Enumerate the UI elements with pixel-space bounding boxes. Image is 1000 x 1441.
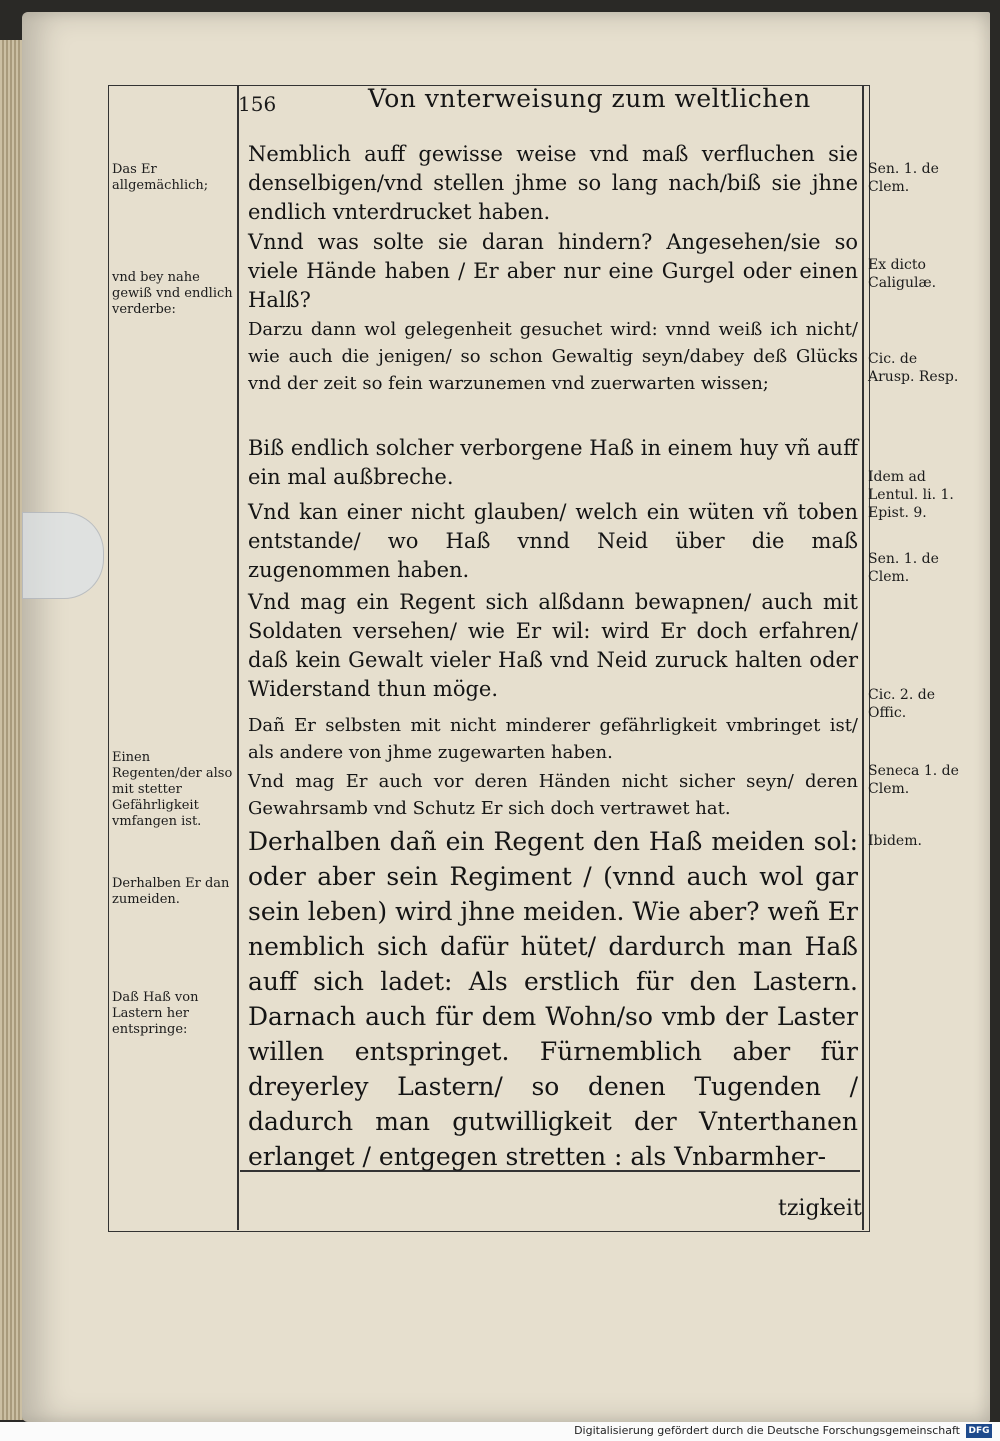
right-margin-rule [862,85,864,1230]
paragraph: Biß endlich solcher verborgene Haß in einem huy vñ auff ein mal außbreche. [248,436,858,489]
footer-bar [0,1422,1000,1441]
page-number: 156 [238,92,277,116]
left-margin-rule [237,85,239,1230]
left-margin-note: Derhalben Er dan zumeiden. [112,876,230,907]
right-margin-citation: Idem ad Lentul. li. 1. Epist. 9. [868,469,954,521]
main-text [248,140,858,1174]
right-margin-citation: Cic. 2. de Offic. [868,687,935,721]
paragraph: Vnnd was solte sie daran hindern? Angesehen/sie so viele Hände haben / Er aber nur eine Gurgel oder einen Halß? [248,230,858,312]
right-margin-citation: Seneca 1. de Clem. [868,763,959,797]
paragraph: Nemblich auff gewisse weise vnd maß verfluchen sie denselbigen/vnd stellen jhme so lang nach/biß sie jhne endlich vnterdrucket haben. [248,142,858,224]
running-head: Von vnterweisung zum weltlichen [368,84,811,113]
footer-credit: Digitalisierung gefördert durch die Deutsche Forschungsgemeinschaft [574,1424,960,1437]
right-margin-citation: Sen. 1. de Clem. [868,161,939,195]
dfg-logo-icon[interactable]: DFG [966,1424,992,1438]
paragraph: Vnd mag ein Regent sich alßdann bewapnen/ auch mit Soldaten versehen/ wie Er wil: wird Er doch erfahren/ daß kein Gewalt vieler Haß vnd Neid zuruck halten oder Widerstand thun möge. [248,590,858,701]
left-margin-note: Das Er allgemächlich; [112,162,209,193]
paragraph: Darzu dann wol gelegenheit gesuchet wird: vnnd weiß ich nicht/ wie auch die jenigen/ so schon Gewaltig seyn/dabey deß Glücks vnd der zeit so fein warzunemen vnd zuerwarten wissen; [248,319,858,394]
right-margin-citation: Cic. de Arusp. Resp. [868,351,959,385]
paragraph: Dañ Er selbsten mit nicht minderer gefährligkeit vmbringet ist/ als andere von jhme zugewarten haben. [248,715,858,763]
left-margin-note: Daß Haß von Lastern her entspringe: [112,990,199,1037]
right-margin-citation: Ibidem. [868,833,922,849]
plastic-page-clip [22,512,104,599]
right-margin-citation: Ex dicto Caligulæ. [868,257,937,291]
right-margin-citation: Sen. 1. de Clem. [868,551,939,585]
left-margin-note: vnd bey nahe gewiß vnd endlich verderbe: [112,270,233,317]
left-margin-note: Einen Regenten/der also mit stetter Gefährligkeit vmfangen ist. [112,750,233,829]
catchword: tzigkeit [778,1196,862,1221]
paragraph: Derhalben dañ ein Regent den Haß meiden sol: oder aber sein Regiment / (vnnd auch wol gar sein leben) wird jhne meiden. Wie aber? weñ Er nemblich sich dafür hütet/ dardurch man Haß auff sich ladet: Als erstlich für den Lastern. Darnach auch für dem Wohn/so vmb der Laster willen entspringet. Fürnemblich aber für dreyerley Lastern/ so denen Tugenden / dadurch man gutwilligkeit der Vnterthanen erlanget / entgegen stretten : als Vnbarmher- [248,827,858,1171]
paragraph: Vnd kan einer nicht glauben/ welch ein wüten vñ toben entstande/ wo Haß vnnd Neid über die maß zugenommen haben. [248,500,858,582]
paragraph: Vnd mag Er auch vor deren Händen nicht sicher seyn/ deren Gewahrsamb vnd Schutz Er sich doch vertrawet hat. [248,771,858,819]
